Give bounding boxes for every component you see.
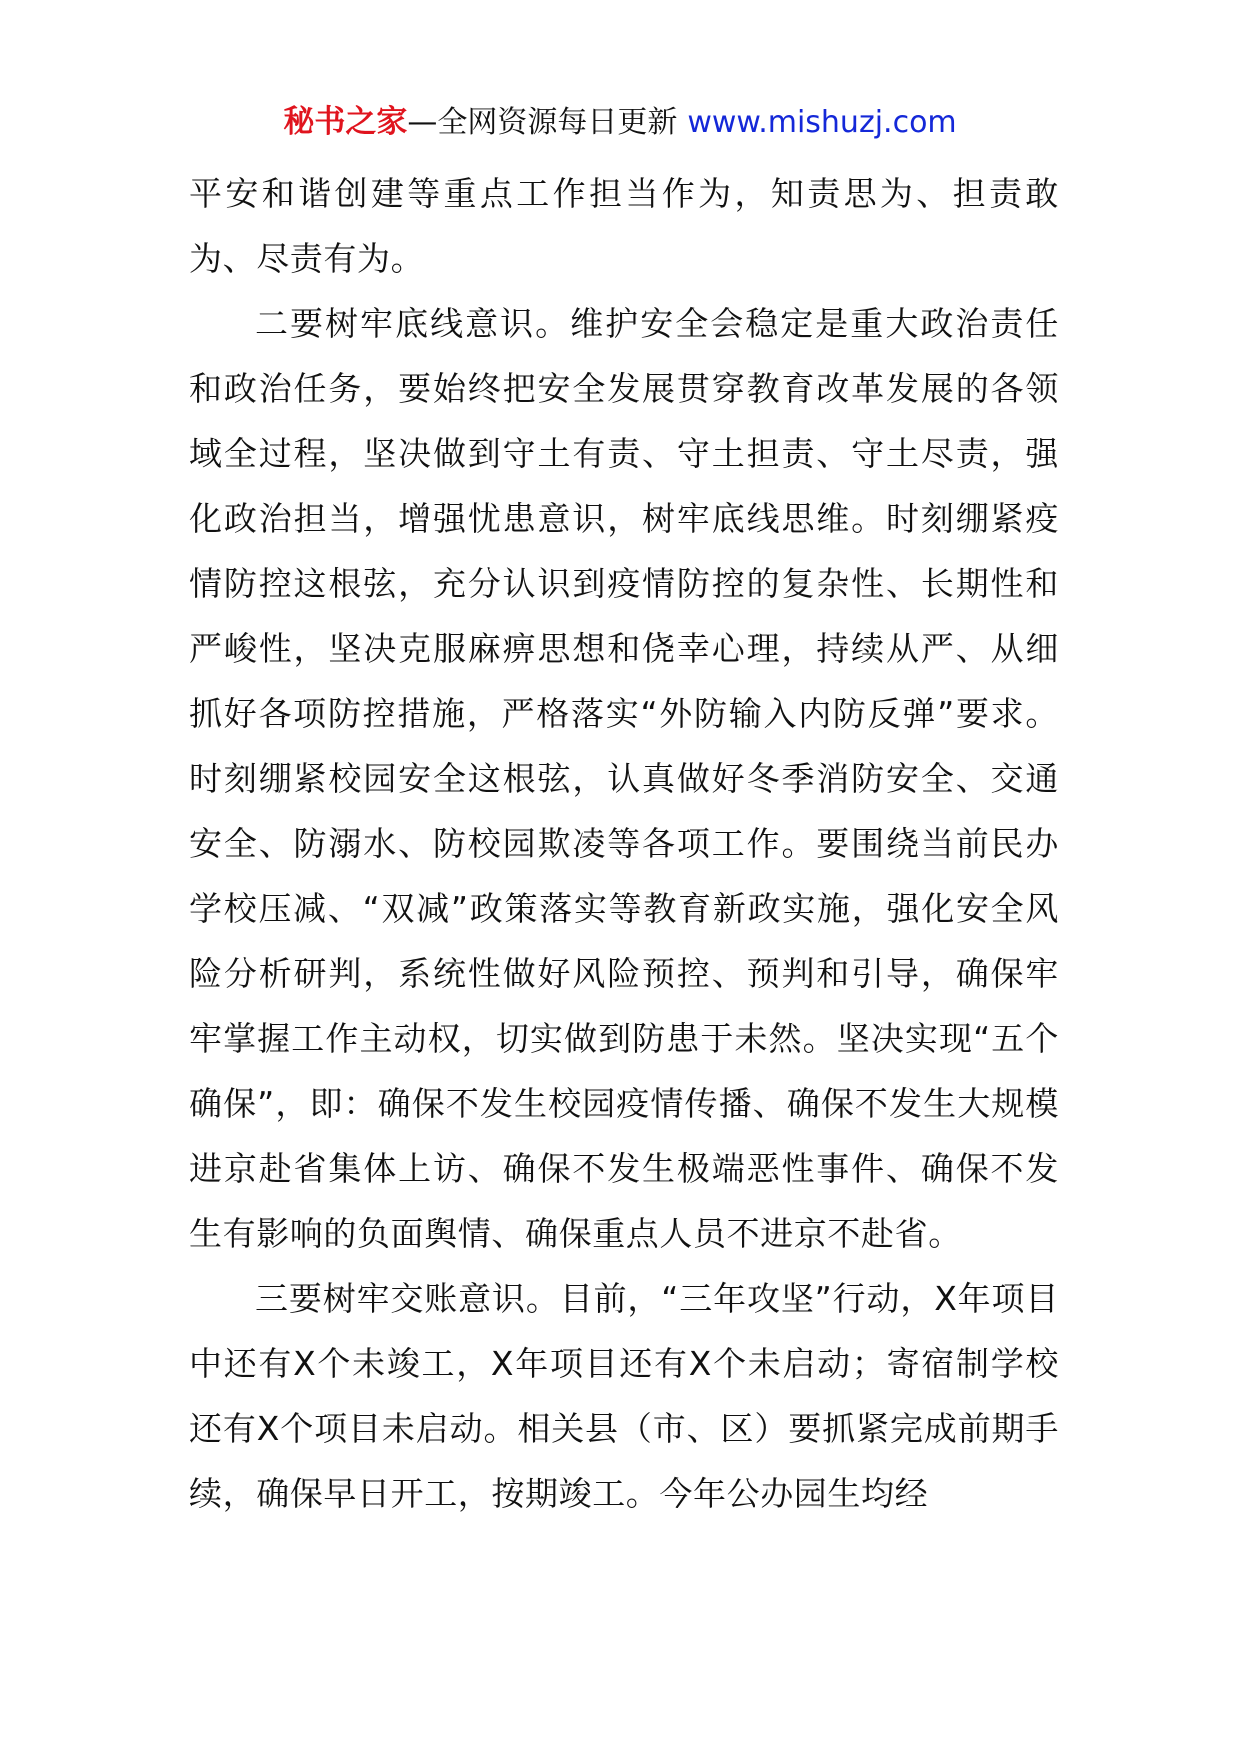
document-body [189, 161, 1059, 1526]
page-header [0, 100, 1240, 145]
header-tagline: —全网资源每日更新 [407, 105, 678, 140]
paragraph-bottom-line-awareness: 二要树牢底线意识。维护安全会稳定是重大政治责任和政治任务，要始终把安全发展贯穿教育改革发展的各领域全过程，坚决做到守土有责、守土担责、守土尽责，强化政治担当，增强忧患意识，树牢底线思维。时刻绷紧疫情防控这根弦，充分认识到疫情防控的复杂性、长期性和严峻性，坚决克服麻痹思想和侥幸心理，持续从严、从细抓好各项防控措施，严格落实“外防输入内防反弹”要求。时刻绷紧校园安全这根弦，认真做好冬季消防安全、交通安全、防溺水、防校园欺凌等各项工作。要围绕当前民办学校压减、“双减”政策落实等教育新政实施，强化安全风险分析研判，系统性做好风险预控、预判和引导，确保牢牢掌握工作主动权，切实做到防患于未然。坚决实现“五个确保”，即：确保不发生校园疫情传播、确保不发生大规模进京赴省集体上访、确保不发生极端恶性事件、确保不发生有影响的负面舆情、确保重点人员不进京不赴省。 [189, 304, 1059, 1253]
paragraph-accountability-awareness: 三要树牢交账意识。目前，“三年攻坚”行动，X年项目中还有X个未竣工，X年项目还有X个未启动；寄宿制学校还有X个项目未启动。相关县（市、区）要抓紧完成前期手续，确保早日开工，按期竣工。今年公办园生均经 [189, 1279, 1059, 1513]
site-url-link[interactable]: www.mishuzj.com [687, 105, 957, 140]
brand-name: 秘书之家 [283, 104, 408, 140]
paragraph-continuation: 平安和谐创建等重点工作担当作为，知责思为、担责敢为、尽责有为。 [189, 174, 1059, 278]
